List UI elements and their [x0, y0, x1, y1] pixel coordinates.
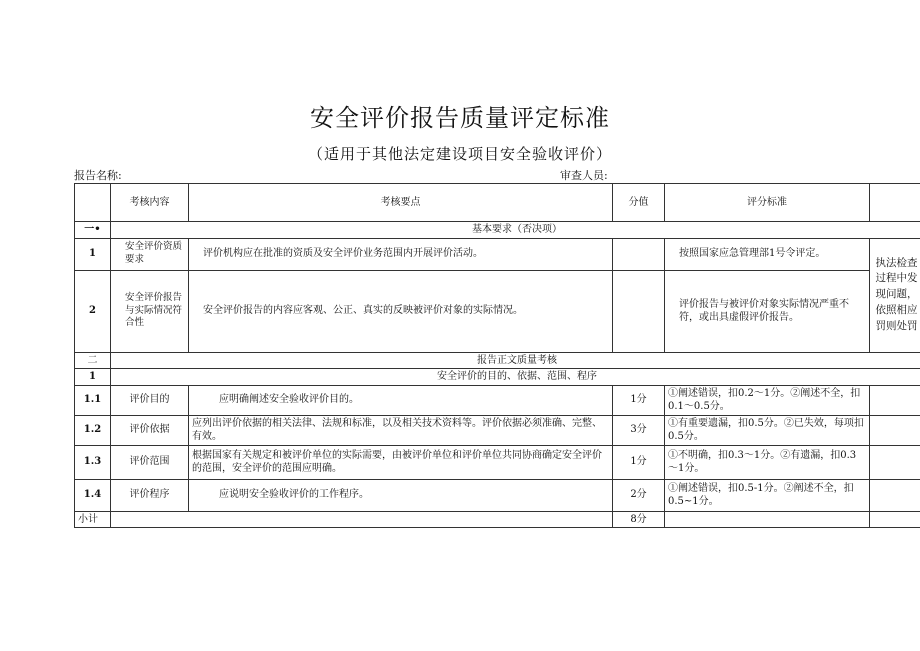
section-title: 基本要求（否决项） [111, 222, 920, 239]
subsection-row [75, 369, 920, 386]
row-content: 评价范围 [111, 445, 189, 479]
row-content: 安全评价报告与实际情况符合性 [111, 270, 189, 352]
table-row [75, 238, 920, 270]
row-content: 安全评价资质要求 [111, 238, 189, 270]
reviewer-label: 审查人员: [560, 169, 608, 182]
subsection-num: 1 [75, 369, 111, 386]
row-content: 评价目的 [111, 385, 189, 415]
table-row [75, 445, 920, 479]
row-standard: ①有重要遗漏，扣0.5分。②已失效，每项扣0.5分。 [665, 415, 870, 445]
row-score [613, 238, 665, 270]
row-num: 1.4 [75, 479, 111, 511]
row-points: 安全评价报告的内容应客观、公正、真实的反映被评价对象的实际情况。 [189, 270, 613, 352]
row-points: 评价机构应在批准的资质及安全评价业务范围内开展评价活动。 [189, 238, 613, 270]
row-standard: ①阐述错误，扣0.5-1分。②阐述不全，扣0.5~1分。 [665, 479, 870, 511]
header-content: 考核内容 [111, 184, 189, 222]
subtotal-score: 8分 [613, 511, 665, 528]
row-num: 2 [75, 270, 111, 352]
row-points: 应明确阐述安全验收评价目的。 [189, 385, 613, 415]
header-score: 分值 [613, 184, 665, 222]
row-score: 1分 [613, 445, 665, 479]
row-num: 1.2 [75, 415, 111, 445]
row-content: 评价依据 [111, 415, 189, 445]
table-row [75, 385, 920, 415]
table-row [75, 270, 920, 352]
row-content: 评价程序 [111, 479, 189, 511]
subtotal-row [75, 511, 920, 528]
note-cell: 执法检查过程中发现问题，依照相应罚则处罚 [870, 238, 920, 352]
row-num: 1.1 [75, 385, 111, 415]
table-row [75, 479, 920, 511]
header-points: 考核要点 [189, 184, 613, 222]
section-num: 二 [75, 352, 111, 369]
subtotal-label: 小计 [75, 511, 111, 528]
evaluation-table [74, 183, 920, 528]
row-num: 1.3 [75, 445, 111, 479]
section-row [75, 352, 920, 369]
row-points: 应列出评价依据的相关法律、法规和标准，以及相关技术资料等。评价依据必须准确、完整、有效。 [189, 415, 613, 445]
doc-title: 安全评价报告质量评定标准 [310, 104, 610, 132]
row-points: 应说明安全验收评价的工作程序。 [189, 479, 613, 511]
row-standard: 按照国家应急管理部1号令评定。 [665, 238, 870, 270]
row-num: 1 [75, 238, 111, 270]
row-standard: ①不明确，扣0.3～1分。②有遗漏，扣0.3～1分。 [665, 445, 870, 479]
report-name-label: 报告名称: [74, 169, 122, 182]
row-score: 2分 [613, 479, 665, 511]
row-score: 1分 [613, 385, 665, 415]
section-row [75, 222, 920, 239]
row-score [613, 270, 665, 352]
doc-subtitle: （适用于其他法定建设项目安全验收评价） [307, 145, 612, 163]
section-num: 一• [75, 222, 111, 239]
header-standard: 评分标准 [665, 184, 870, 222]
subsection-title: 安全评价的目的、依据、范围、程序 [111, 369, 920, 386]
header-row [75, 184, 920, 222]
row-score: 3分 [613, 415, 665, 445]
row-points: 根据国家有关规定和被评价单位的实际需要，由被评价单位和评价单位共同协商确定安全评价的范围，安全评价的范围应明确。 [189, 445, 613, 479]
row-standard: 评价报告与被评价对象实际情况严重不符，或出具虚假评价报告。 [665, 270, 870, 352]
table-row [75, 415, 920, 445]
section-title: 报告正文质量考核 [111, 352, 920, 369]
row-standard: ①阐述错误，扣0.2～1分。②阐述不全，扣0.1～0.5分。 [665, 385, 870, 415]
